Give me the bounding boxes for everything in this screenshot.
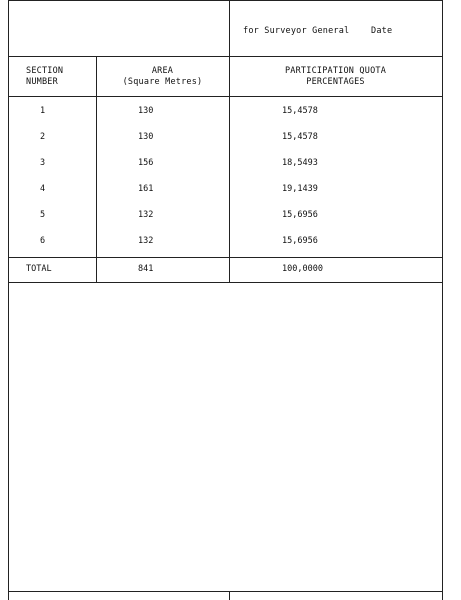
total-label: TOTAL: [26, 264, 52, 274]
col-header-quota-line2: PERCENTAGES: [306, 77, 365, 87]
footer-top-line: [8, 591, 442, 592]
header-bottom-line: [8, 56, 442, 57]
section-number-cell: 2: [40, 132, 46, 142]
footer-divider: [229, 591, 230, 600]
area-cell: 130: [138, 132, 154, 142]
section-number-cell: 6: [40, 236, 46, 246]
col-header-area-line2: (Square Metres): [122, 77, 203, 87]
table-bottom-line: [8, 282, 442, 283]
surveyor-general-label: for Surveyor General: [243, 26, 350, 36]
total-top-line: [8, 257, 442, 258]
section-number-cell: 3: [40, 158, 46, 168]
area-cell: 156: [138, 158, 154, 168]
quota-cell: 15,4578: [282, 132, 318, 142]
quota-cell: 19,1439: [282, 184, 318, 194]
col-header-section-line2: NUMBER: [26, 77, 58, 87]
total-quota: 100,0000: [282, 264, 323, 274]
quota-cell: 18,5493: [282, 158, 318, 168]
area-cell: 161: [138, 184, 154, 194]
total-area: 841: [138, 264, 154, 274]
area-cell: 132: [138, 210, 154, 220]
section-number-cell: 4: [40, 184, 46, 194]
col-header-quota-line1: PARTICIPATION QUOTA: [284, 66, 387, 76]
area-cell: 132: [138, 236, 154, 246]
quota-cell: 15,4578: [282, 106, 318, 116]
left-border: [8, 0, 9, 600]
col-header-area-line1: AREA: [151, 66, 174, 76]
date-label: Date: [371, 26, 393, 36]
col-divider-1: [96, 56, 97, 282]
header-divider: [229, 0, 230, 56]
top-border: [8, 0, 442, 1]
quota-cell: 15,6956: [282, 236, 318, 246]
right-border: [442, 0, 443, 600]
area-cell: 130: [138, 106, 154, 116]
col-divider-2: [229, 56, 230, 282]
quota-cell: 15,6956: [282, 210, 318, 220]
col-header-section-line1: SECTION: [26, 66, 64, 76]
table-header-bottom-line: [8, 96, 442, 97]
section-number-cell: 1: [40, 106, 46, 116]
section-number-cell: 5: [40, 210, 46, 220]
